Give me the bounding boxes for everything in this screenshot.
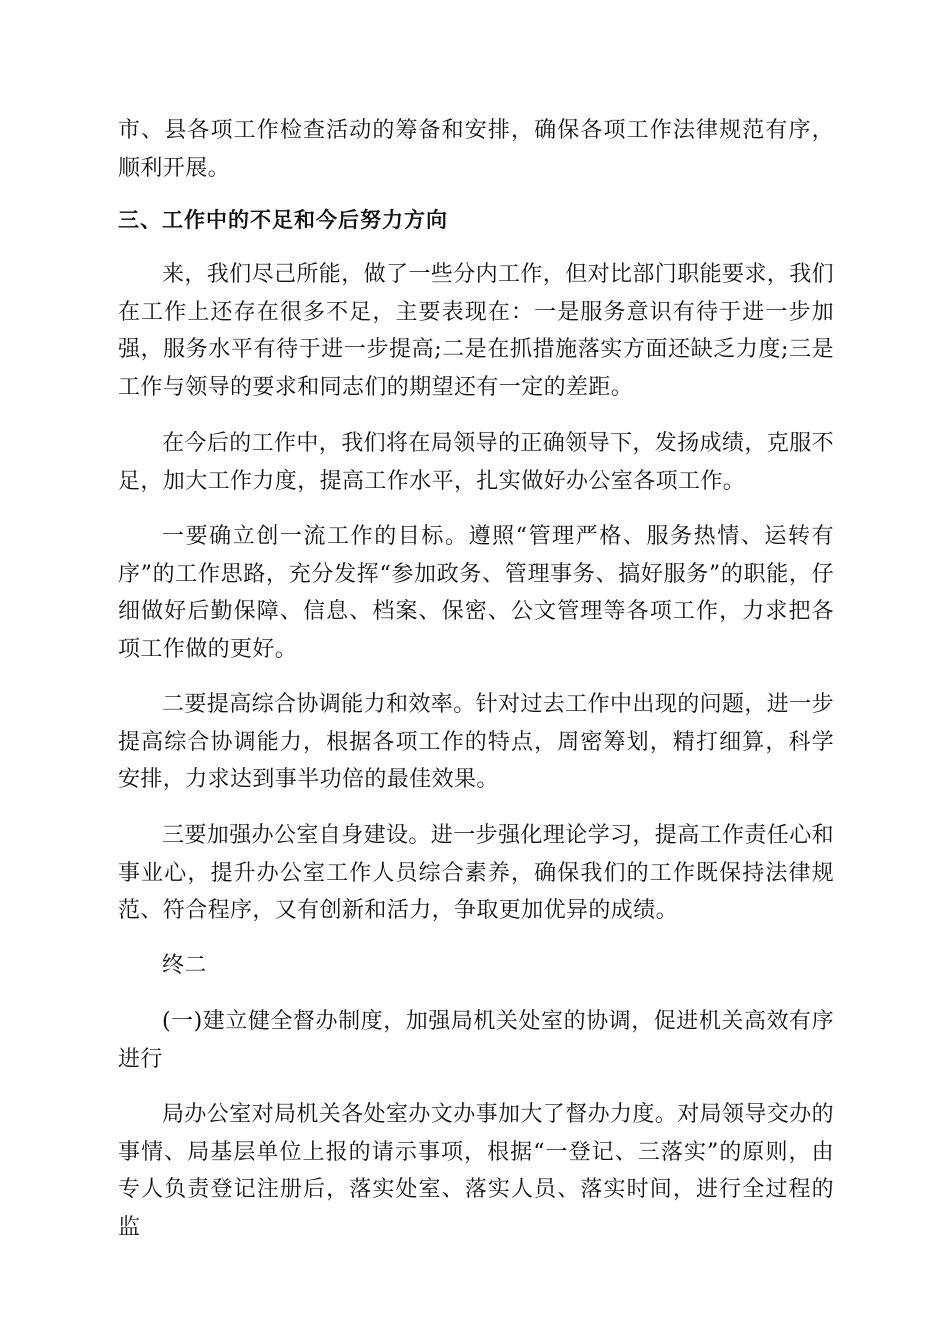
paragraph-future-work: 在今后的工作中，我们将在局领导的正确领导下，发扬成绩，克服不足，加大工作力度，提高工作水平，扎实做好办公室各项工作。 (118, 431, 835, 494)
paragraph-goal-three: 三要加强办公室自身建设。进一步强化理论学习，提高工作责任心和事业心，提升办公室工作人员综合素养，确保我们的工作既保持法律规范、符合程序，又有创新和活力，争取更加优异的成绩。 (118, 823, 835, 923)
section-heading: 三、工作中的不足和今后努力方向 (118, 208, 448, 232)
paragraph-section-marker: 终二 (162, 953, 207, 978)
paragraph-shortcomings: 来，我们尽己所能，做了一些分内工作，但对比部门职能要求，我们在工作上还存在很多不足，主要表现在：一是服务意识有待于进一步加强，服务水平有待于进一步提高;二是在抓措施落实方面还缺乏力度;三是工作与领导的要求和同志们的期望还有一定的差距。 (118, 262, 835, 400)
paragraph-continuation: 市、县各项工作检查活动的筹备和安排，确保各项工作法律规范有序，顺利开展。 (118, 118, 834, 181)
paragraph-goal-one: 一要确立创一流工作的目标。遵照“管理严格、服务热情、运转有序”的工作思路，充分发挥“参加政务、管理事务、搞好服务”的职能，仔细做好后勤保障、信息、档案、保密、公文管理等各项工作，力求把各项工作做的更好。 (118, 524, 834, 662)
subsection-heading: (一)建立健全督办制度，加强局机关处室的协调，促进机关高效有序进行 (118, 1009, 834, 1072)
paragraph-supervision: 局办公室对局机关各处室办文办事加大了督办力度。对局领导交办的事情、局基层单位上报的请示事项，根据“一登记、三落实”的原则，由专人负责登记注册后，落实处室、落实人员、落实时间，进行全过程的监 (118, 1102, 835, 1240)
paragraph-goal-two: 二要提高综合协调能力和效率。针对过去工作中出现的问题，进一步提高综合协调能力，根据各项工作的特点，周密筹划，精打细算，科学安排，力求达到事半功倍的最佳效果。 (118, 692, 835, 792)
